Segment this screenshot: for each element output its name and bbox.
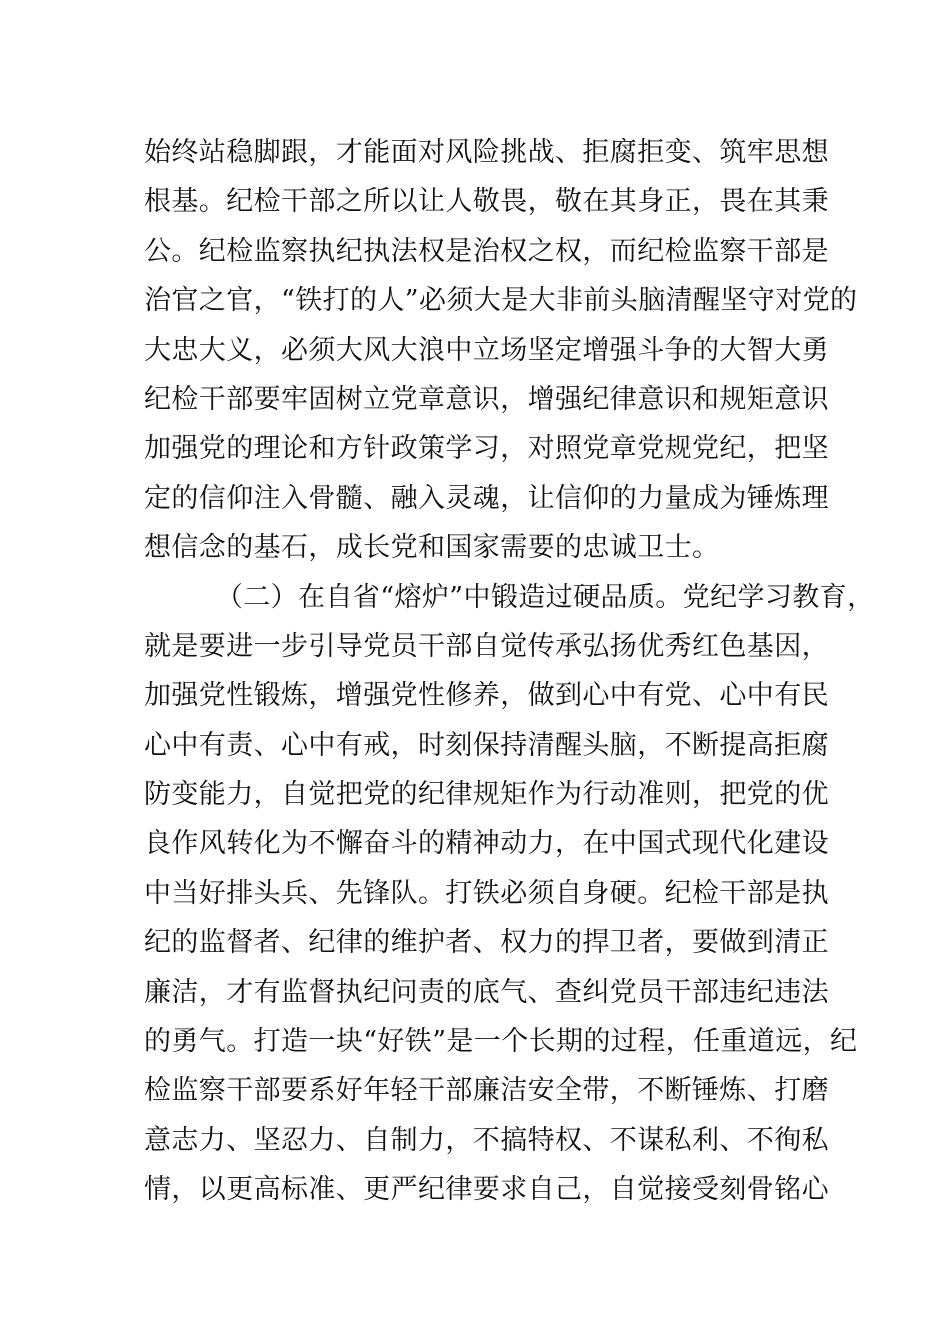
text-line: 廉洁，才有监督执纪问责的底气、查纠党员干部违纪违法 <box>144 976 829 1008</box>
text-line: 纪的监督者、纪律的维护者、权力的捍卫者，要做到清正 <box>144 927 829 959</box>
text-line: 防变能力，自觉把党的纪律规矩作为行动准则，把党的优 <box>144 779 829 811</box>
text-line: 根基。纪检干部之所以让人敬畏，敬在其身正，畏在其秉 <box>144 186 829 218</box>
text-line: 的勇气。打造一块“好铁”是一个长期的过程，任重道远，纪 <box>144 1026 858 1058</box>
text-line: 检监察干部要系好年轻干部廉洁安全带，不断锤炼、打磨 <box>144 1075 829 1107</box>
text-line: 良作风转化为不懈奋斗的精神动力，在中国式现代化建设 <box>144 828 829 860</box>
text-line: 加强党的理论和方针政策学习，对照党章党规党纪，把坚 <box>144 433 829 465</box>
text-line: 加强党性锻炼，增强党性修养，做到心中有党、心中有民 <box>144 680 829 712</box>
text-line: （二）在自省“熔炉”中锻造过硬品质。党纪学习教育， <box>144 581 875 613</box>
text-line: 情，以更高标准、更严纪律要求自己，自觉接受刻骨铭心 <box>144 1174 829 1206</box>
text-line: 想信念的基石，成长党和国家需要的忠诚卫士。 <box>144 532 720 564</box>
text-line: 就是要进一步引导党员干部自觉传承弘扬优秀红色基因， <box>144 630 829 662</box>
body-text <box>144 128 875 1215</box>
text-line: 纪检干部要牢固树立党章意识，增强纪律意识和规矩意识 <box>144 383 829 415</box>
text-line: 定的信仰注入骨髓、融入灵魂，让信仰的力量成为锤炼理 <box>144 482 829 514</box>
text-line: 治官之官，“铁打的人”必须大是大非前头脑清醒坚守对党的 <box>144 285 858 317</box>
text-line: 意志力、坚忍力、自制力，不搞特权、不谋私利、不徇私 <box>144 1124 829 1156</box>
text-line: 大忠大义，必须大风大浪中立场坚定增强斗争的大智大勇 <box>144 334 829 366</box>
text-line: 公。纪检监察执纪执法权是治权之权，而纪检监察干部是 <box>144 235 829 267</box>
text-line: 中当好排头兵、先锋队。打铁必须自身硬。纪检干部是执 <box>144 877 829 909</box>
text-line: 心中有责、心中有戒，时刻保持清醒头脑，不断提高拒腐 <box>144 729 829 761</box>
text-line: 始终站稳脚跟，才能面对风险挑战、拒腐拒变、筑牢思想 <box>144 137 829 168</box>
